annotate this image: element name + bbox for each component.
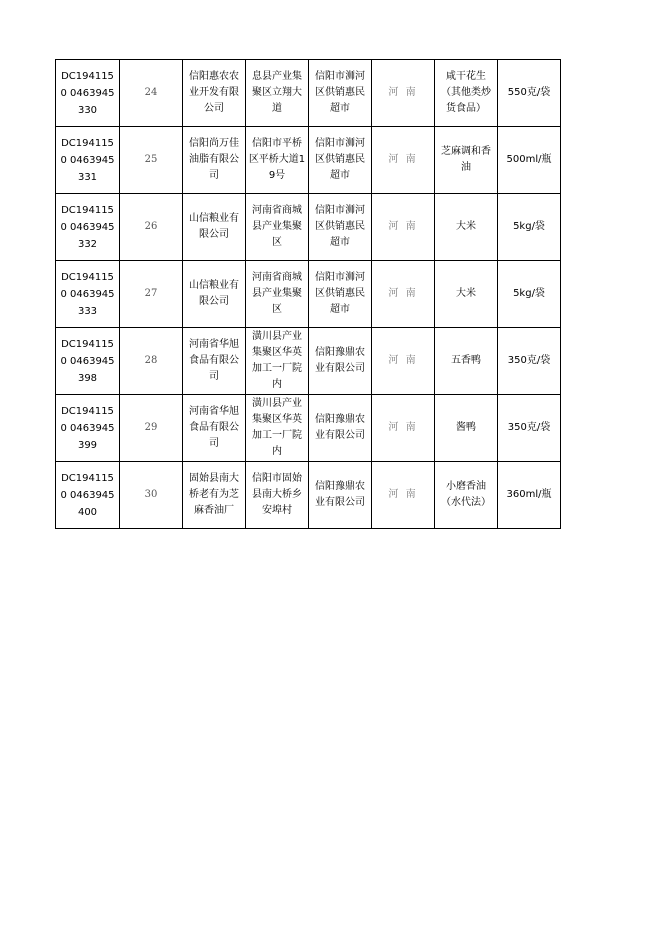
table-row [56,127,561,194]
province-cell: 河 南 [372,261,435,328]
sample-code-cell: DC1941150 0463945331 [56,127,120,194]
seller-name-cell: 信阳豫鼎农业有限公司 [309,395,372,462]
producer-name-cell: 山信粮业有限公司 [183,261,246,328]
specification-cell: 550克/袋 [498,60,561,127]
table-body [56,60,561,529]
sample-code-cell: DC1941150 0463945333 [56,261,120,328]
table-row [56,395,561,462]
sequence-number-cell: 25 [120,127,183,194]
province-cell: 河 南 [372,328,435,395]
sequence-number-cell: 29 [120,395,183,462]
producer-name-cell: 信阳惠农农业开发有限公司 [183,60,246,127]
producer-address-cell: 河南省商城县产业集聚区 [246,194,309,261]
province-cell: 河 南 [372,127,435,194]
producer-name-cell: 河南省华旭食品有限公司 [183,328,246,395]
sampling-results-table [55,59,561,529]
province-cell: 河 南 [372,60,435,127]
producer-address-cell: 潢川县产业集聚区华英加工一厂院内 [246,328,309,395]
product-name-cell: 咸干花生（其他类炒货食品） [435,60,498,127]
producer-name-cell: 河南省华旭食品有限公司 [183,395,246,462]
province-cell: 河 南 [372,462,435,529]
specification-cell: 5kg/袋 [498,261,561,328]
sequence-number-cell: 27 [120,261,183,328]
table-row [56,194,561,261]
producer-name-cell: 山信粮业有限公司 [183,194,246,261]
product-name-cell: 芝麻调和香油 [435,127,498,194]
seller-name-cell: 信阳豫鼎农业有限公司 [309,462,372,529]
specification-cell: 350克/袋 [498,395,561,462]
producer-address-cell: 信阳市固始县南大桥乡安埠村 [246,462,309,529]
product-name-cell: 五香鸭 [435,328,498,395]
sample-code-cell: DC1941150 0463945398 [56,328,120,395]
producer-name-cell: 固始县南大桥老有为芝麻香油厂 [183,462,246,529]
sequence-number-cell: 24 [120,60,183,127]
product-name-cell: 大米 [435,261,498,328]
specification-cell: 350克/袋 [498,328,561,395]
producer-name-cell: 信阳尚万佳油脂有限公司 [183,127,246,194]
product-name-cell: 小磨香油（水代法） [435,462,498,529]
sequence-number-cell: 26 [120,194,183,261]
table-row [56,462,561,529]
province-cell: 河 南 [372,395,435,462]
sample-code-cell: DC1941150 0463945330 [56,60,120,127]
province-cell: 河 南 [372,194,435,261]
sample-code-cell: DC1941150 0463945332 [56,194,120,261]
producer-address-cell: 息县产业集聚区立翔大道 [246,60,309,127]
producer-address-cell: 潢川县产业集聚区华英加工一厂院内 [246,395,309,462]
seller-name-cell: 信阳市浉河区供销惠民超市 [309,261,372,328]
seller-name-cell: 信阳市浉河区供销惠民超市 [309,194,372,261]
producer-address-cell: 河南省商城县产业集聚区 [246,261,309,328]
sequence-number-cell: 28 [120,328,183,395]
table-row [56,60,561,127]
seller-name-cell: 信阳市浉河区供销惠民超市 [309,127,372,194]
table-row [56,328,561,395]
specification-cell: 360ml/瓶 [498,462,561,529]
table-row [56,261,561,328]
product-name-cell: 酱鸭 [435,395,498,462]
sample-code-cell: DC1941150 0463945400 [56,462,120,529]
sample-code-cell: DC1941150 0463945399 [56,395,120,462]
seller-name-cell: 信阳市浉河区供销惠民超市 [309,60,372,127]
producer-address-cell: 信阳市平桥区平桥大道19号 [246,127,309,194]
product-name-cell: 大米 [435,194,498,261]
seller-name-cell: 信阳豫鼎农业有限公司 [309,328,372,395]
specification-cell: 500ml/瓶 [498,127,561,194]
sequence-number-cell: 30 [120,462,183,529]
specification-cell: 5kg/袋 [498,194,561,261]
